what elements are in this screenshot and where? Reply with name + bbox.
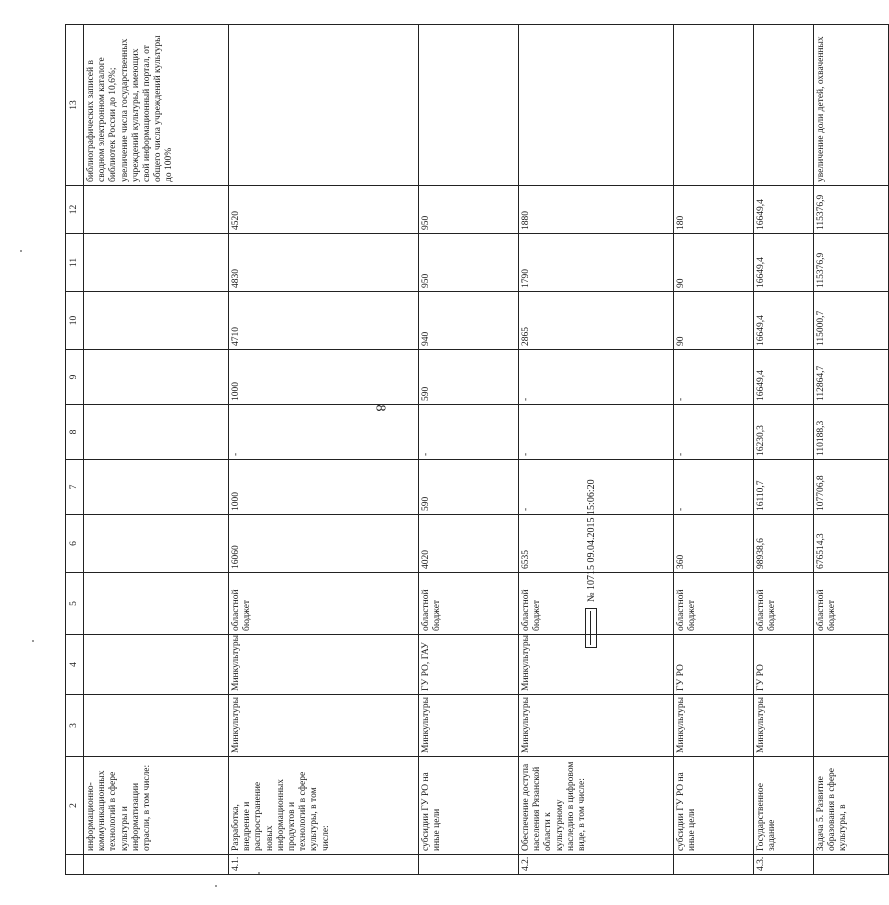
table-row xyxy=(84,25,229,875)
table-cell: областной бюджет xyxy=(754,573,814,635)
table-cell: 98938,6 xyxy=(754,515,814,573)
page-number: 8 xyxy=(372,404,388,412)
table-cell: ГУ РО xyxy=(754,635,814,695)
table-cell: 950 xyxy=(419,186,519,234)
table-cell: 676514,3 xyxy=(814,515,889,573)
table-cell: Государственное задание xyxy=(754,757,814,855)
table-cell xyxy=(814,635,889,695)
scan-speck xyxy=(258,872,260,874)
table-cell: ГУ РО, ГАУ xyxy=(419,635,519,695)
header-cell: 7 xyxy=(66,460,84,515)
table-cell: Минкультуры xyxy=(519,635,674,695)
table-cell: 107706,8 xyxy=(814,460,889,515)
table-cell: 590 xyxy=(419,460,519,515)
budget-table xyxy=(65,24,889,875)
table-cell: - xyxy=(229,405,419,460)
table-cell: Задача 5. Развитие образования в сфере культуры, в xyxy=(814,757,889,855)
table-cell: увеличение доли детей, охваченных xyxy=(814,25,889,186)
table-cell: библиографических записей в сводном электронном каталоге библиотек России до 10,6%; увеличение числа государственных учреждений культуры, имеющих свой информационный портал, от общего числа учреждений культуры до 100% xyxy=(84,25,229,186)
header-cell: 13 xyxy=(66,25,84,186)
table-row xyxy=(674,25,754,875)
table-cell: 1790 xyxy=(519,234,674,292)
table-cell: 950 xyxy=(419,234,519,292)
table-cell: Минкультуры xyxy=(419,695,519,757)
table-cell xyxy=(84,635,229,695)
scan-speck xyxy=(32,640,34,642)
table-cell: 590 xyxy=(419,350,519,405)
header-cell: 12 xyxy=(66,186,84,234)
table-cell: 16649,4 xyxy=(754,234,814,292)
table-cell xyxy=(814,695,889,757)
scan-speck xyxy=(20,250,22,252)
table-cell: Минкультуры xyxy=(754,695,814,757)
table-cell: Минкультуры xyxy=(519,695,674,757)
table-cell: областной бюджет xyxy=(674,573,754,635)
table-cell: 4710 xyxy=(229,292,419,350)
table-cell xyxy=(229,25,419,186)
header-cell: 9 xyxy=(66,350,84,405)
header-cell: 4 xyxy=(66,635,84,695)
table-row xyxy=(754,25,814,875)
table-cell xyxy=(754,25,814,186)
table-cell: 90 xyxy=(674,292,754,350)
table-cell: субсидии ГУ РО на иные цели xyxy=(419,757,519,855)
header-cell: 5 xyxy=(66,573,84,635)
table-cell: 180 xyxy=(674,186,754,234)
table-cell: 16649,4 xyxy=(754,292,814,350)
scan-speck xyxy=(215,885,217,887)
header-cell: 6 xyxy=(66,515,84,573)
table-cell: Обеспечение доступа населения Рязанской области к культурному наследию в цифровом виде, в том числе: xyxy=(519,757,674,855)
table-cell xyxy=(84,186,229,234)
table-cell: Разработка, внедрение и распространение новых информационных продуктов и технологий в сфере культуры, в том числе: xyxy=(229,757,419,855)
table-cell xyxy=(674,25,754,186)
table-cell: 4020 xyxy=(419,515,519,573)
table-cell: Минкультуры xyxy=(229,695,419,757)
table-cell: 4830 xyxy=(229,234,419,292)
table-cell xyxy=(519,25,674,186)
row-number-cell xyxy=(814,855,889,875)
document-footer xyxy=(585,398,597,648)
table-cell: 360 xyxy=(674,515,754,573)
table-cell: субсидии ГУ РО на иные цели xyxy=(674,757,754,855)
table-cell: Минкультуры xyxy=(229,635,419,695)
table-cell: 16230,3 xyxy=(754,405,814,460)
table-cell xyxy=(84,405,229,460)
table-cell: 2865 xyxy=(519,292,674,350)
header-cell: 2 xyxy=(66,757,84,855)
header-cell: 10 xyxy=(66,292,84,350)
table-cell: 1000 xyxy=(229,350,419,405)
header-cell: 8 xyxy=(66,405,84,460)
table-cell: - xyxy=(674,350,754,405)
table-cell xyxy=(84,292,229,350)
table-cell: 115376,9 xyxy=(814,234,889,292)
table-cell: 115000,7 xyxy=(814,292,889,350)
table-cell: областной бюджет xyxy=(519,573,674,635)
table-cell: 16110,7 xyxy=(754,460,814,515)
table-cell: ГУ РО xyxy=(674,635,754,695)
row-number-cell: 4.2. xyxy=(519,855,674,875)
table-header-row xyxy=(66,25,84,875)
table-cell: 940 xyxy=(419,292,519,350)
table-cell: 112864,7 xyxy=(814,350,889,405)
table-cell: 115376,9 xyxy=(814,186,889,234)
table-cell xyxy=(84,460,229,515)
table-cell: 16649,4 xyxy=(754,350,814,405)
table-row xyxy=(814,25,889,875)
table-cell: областной бюджет xyxy=(419,573,519,635)
table-cell: информационно-коммуникационных технологий в сфере культуры и информатизации отрасли, в том числе: xyxy=(84,757,229,855)
row-number-cell xyxy=(419,855,519,875)
table-cell xyxy=(84,350,229,405)
table-cell: Минкультуры xyxy=(674,695,754,757)
row-number-cell xyxy=(674,855,754,875)
row-number-cell: 4.3. xyxy=(754,855,814,875)
table-cell: 16649,4 xyxy=(754,186,814,234)
document-registration: № 10715 09.04.2015 15:06:20 xyxy=(585,479,597,602)
row-number-cell: 4.1. xyxy=(229,855,419,875)
table-cell: 1000 xyxy=(229,460,419,515)
table-row xyxy=(419,25,519,875)
table-cell: областной бюджет xyxy=(229,573,419,635)
table-cell: - xyxy=(674,405,754,460)
table-cell: - xyxy=(519,405,674,460)
table-cell: 90 xyxy=(674,234,754,292)
table-cell: областной бюджет xyxy=(814,573,889,635)
table-cell: - xyxy=(674,460,754,515)
table-cell: 4520 xyxy=(229,186,419,234)
table-cell: - xyxy=(419,405,519,460)
table-cell: 6535 xyxy=(519,515,674,573)
table-cell: - xyxy=(519,350,674,405)
table-cell: 16060 xyxy=(229,515,419,573)
table-cell xyxy=(84,695,229,757)
row-number-cell xyxy=(84,855,229,875)
header-cell: 3 xyxy=(66,695,84,757)
table-cell: - xyxy=(519,460,674,515)
table-row xyxy=(229,25,419,875)
header-cell: 11 xyxy=(66,234,84,292)
table-cell: 1880 xyxy=(519,186,674,234)
table-cell xyxy=(84,573,229,635)
table-cell xyxy=(84,234,229,292)
table-cell: 110188,3 xyxy=(814,405,889,460)
stamp-icon xyxy=(585,608,597,648)
rotated-page xyxy=(65,25,849,875)
table-cell xyxy=(419,25,519,186)
header-cell xyxy=(66,855,84,875)
table-cell xyxy=(84,515,229,573)
